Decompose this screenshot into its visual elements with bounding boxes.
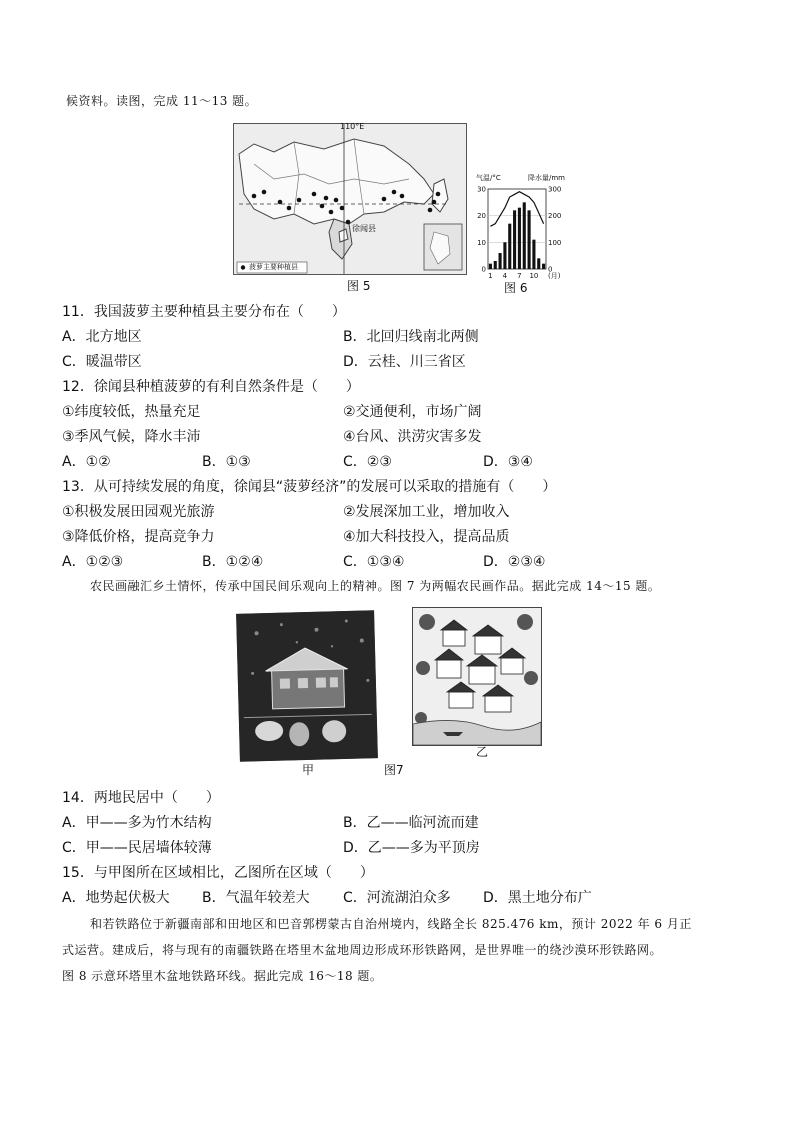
q14-option-d: D．乙——多为平顶房 bbox=[343, 840, 480, 856]
q13-option-c: C．①③④ bbox=[343, 554, 405, 570]
precip-bar bbox=[532, 240, 535, 269]
q15-option-b: B．气温年较差大 bbox=[202, 890, 310, 906]
precip-bar bbox=[494, 261, 497, 269]
figure-6-chart bbox=[466, 175, 571, 280]
q12-option-d: D．③④ bbox=[483, 454, 533, 470]
precip-bar bbox=[489, 264, 492, 269]
precip-tick-label: 200 bbox=[548, 212, 562, 221]
legend-label: 菠萝主要种植县 bbox=[249, 263, 298, 271]
q14-stem: 14．两地民居中（ ） bbox=[62, 790, 220, 806]
q13-option-b: B．①②④ bbox=[202, 554, 264, 570]
chart-frame bbox=[488, 189, 546, 269]
q11-stem: 11．我国菠萝主要种植县主要分布在（ ） bbox=[62, 304, 346, 320]
painting-yi-art bbox=[413, 608, 541, 745]
temp-tick-label: 30 bbox=[477, 185, 486, 194]
precip-bar bbox=[528, 210, 531, 269]
intro-text-3-line-2: 式运营。建成后，将与现有的南疆铁路在塔里木盆地周边形成环形铁路网，是世界唯一的绕沙漠环形铁路网。 bbox=[62, 943, 663, 957]
month-tick-label: 1 bbox=[488, 272, 493, 280]
q12-option-a: A．①② bbox=[62, 454, 111, 470]
intro-text-2: 农民画融汇乡土情怀，传承中国民间乐观向上的精神。图 7 为两幅农民画作品。据此完成 14～15 题。 bbox=[90, 579, 661, 593]
painting-jia bbox=[236, 610, 378, 762]
q11-option-a: A．北方地区 bbox=[62, 329, 142, 345]
q12-statement-1: ①纬度较低，热量充足 bbox=[62, 404, 201, 420]
q14-option-b: B．乙——临河流而建 bbox=[343, 815, 479, 831]
temp-tick-label: 0 bbox=[481, 265, 486, 274]
q15-option-c: C．河流湖泊众多 bbox=[343, 890, 451, 906]
precip-bar bbox=[503, 242, 506, 269]
q12-stem: 12．徐闻县种植菠萝的有利自然条件是（ ） bbox=[62, 379, 360, 395]
q13-option-a: A．①②③ bbox=[62, 554, 124, 570]
q14-option-a: A．甲——多为竹木结构 bbox=[62, 815, 212, 831]
temp-tick-label: 20 bbox=[477, 212, 486, 221]
q15-option-d: D．黑土地分布广 bbox=[483, 890, 592, 906]
intro-text-3-line-1: 和若铁路位于新疆南部和田地区和巴音郭楞蒙古自治州境内，线路全长 825.476 km，预计 2022 年 6 月正 bbox=[90, 917, 692, 931]
climate-chart-svg bbox=[466, 175, 571, 280]
q13-statement-3: ③降低价格，提高竞争力 bbox=[62, 529, 215, 545]
q12-option-c: C．②③ bbox=[343, 454, 392, 470]
q13-statement-4: ④加大科技投入，提高品质 bbox=[343, 529, 510, 545]
temperature-line bbox=[490, 192, 543, 227]
month-tick-label: 7 bbox=[517, 272, 522, 280]
precip-axis-label: 降水量/mm bbox=[528, 174, 565, 182]
map-illustration bbox=[234, 124, 466, 274]
figure-5-caption: 图 5 bbox=[347, 279, 371, 293]
month-tick-label: 4 bbox=[502, 272, 508, 280]
intro-text-1: 候资料。读图，完成 11～13 题。 bbox=[66, 94, 258, 108]
temp-tick-label: 10 bbox=[477, 238, 486, 247]
intro-text-3-line-3: 图 8 示意环塔里木盆地铁路环线。据此完成 16～18 题。 bbox=[62, 969, 383, 983]
temp-axis-label: 气温/°C bbox=[476, 174, 501, 182]
figure-5-map bbox=[233, 123, 467, 275]
painting-yi-label: 乙 bbox=[476, 745, 489, 759]
precip-tick-label: 0 bbox=[548, 265, 553, 274]
precip-bar bbox=[523, 202, 526, 269]
precip-bar bbox=[537, 258, 540, 269]
precip-bar bbox=[513, 210, 516, 269]
figure-7-caption: 图7 bbox=[384, 763, 404, 777]
month-tick-label: 10 bbox=[529, 272, 539, 280]
precip-tick-label: 300 bbox=[548, 185, 562, 194]
figure-6-caption: 图 6 bbox=[504, 281, 528, 295]
q12-statement-3: ③季风气候，降水丰沛 bbox=[62, 429, 201, 445]
precip-tick-label: 100 bbox=[548, 238, 562, 247]
q12-statement-2: ②交通便利，市场广阔 bbox=[343, 404, 482, 420]
painting-jia-art bbox=[236, 610, 378, 762]
meridian-label: 110°E bbox=[340, 122, 365, 131]
q13-stem: 13．从可持续发展的角度，徐闻县“菠萝经济”的发展可以采取的措施有（ ） bbox=[62, 479, 557, 495]
q13-statement-1: ①积极发展田园观光旅游 bbox=[62, 504, 215, 520]
precip-bar bbox=[518, 208, 521, 269]
painting-yi bbox=[412, 607, 542, 746]
precip-bar bbox=[542, 264, 545, 269]
q15-stem: 15．与甲图所在区域相比，乙图所在区域（ ） bbox=[62, 865, 374, 881]
q13-statement-2: ②发展深加工业，增加收入 bbox=[343, 504, 510, 520]
q12-statement-4: ④台风、洪涝灾害多发 bbox=[343, 429, 482, 445]
q14-option-c: C．甲——民居墙体较薄 bbox=[62, 840, 212, 856]
q11-option-b: B．北回归线南北两侧 bbox=[343, 329, 479, 345]
county-label: 徐闻县 bbox=[352, 224, 376, 233]
q11-option-c: C．暖温带区 bbox=[62, 354, 142, 370]
precip-bar bbox=[499, 253, 502, 269]
painting-jia-label: 甲 bbox=[302, 763, 315, 777]
q11-option-d: D．云桂、川三省区 bbox=[343, 354, 466, 370]
precip-bar bbox=[508, 224, 511, 269]
q13-option-d: D．②③④ bbox=[483, 554, 546, 570]
month-unit-label: (月) bbox=[548, 272, 561, 280]
q12-option-b: B．①③ bbox=[202, 454, 251, 470]
q15-option-a: A．地势起伏极大 bbox=[62, 890, 170, 906]
